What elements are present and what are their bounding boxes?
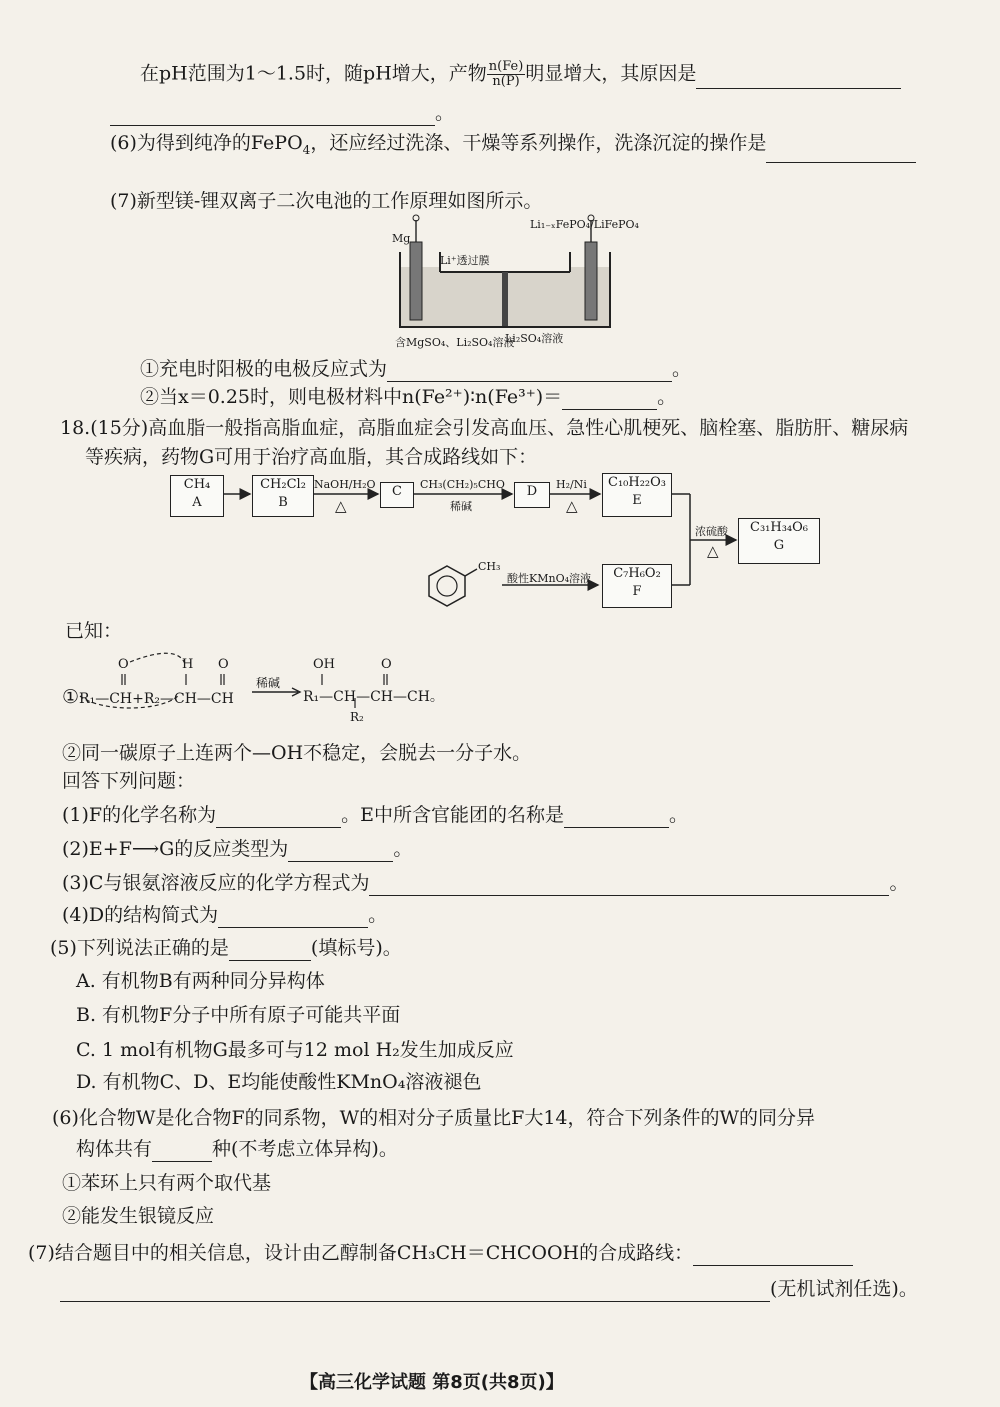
answer-blank[interactable] bbox=[229, 938, 311, 961]
answer-blank[interactable] bbox=[369, 873, 889, 896]
option-d[interactable]: D. 有机物C、D、E均能使酸性KMnO₄溶液褪色 bbox=[76, 1071, 482, 1093]
q6-line: (6)为得到纯净的FePO$_4$，还应经过洗涤、干燥等系列操作，洗涤沉淀的操作是 bbox=[110, 130, 916, 163]
membrane-label: Li⁺透过膜 bbox=[440, 254, 490, 267]
q18-intro2: 等疾病，药物G可用于治疗高血脂，其合成路线如下： bbox=[85, 446, 538, 468]
part-1: (1)F的化学名称为 。E中所含官能团的名称是 。 bbox=[62, 804, 688, 826]
condition-1: ①苯环上只有两个取代基 bbox=[62, 1172, 272, 1194]
dashed-arrow bbox=[130, 653, 185, 664]
part-6-line2: 构体共有 种(不考虑立体异构)。 bbox=[76, 1138, 398, 1160]
compound-b-box: CH₂Cl₂ B bbox=[252, 475, 314, 517]
reagent-h2-ni: H₂/Ni bbox=[556, 478, 587, 491]
part-7-line2: (无机试剂任选)。 bbox=[60, 1276, 918, 1302]
option-c[interactable]: C. 1 mol有机物G最多可与12 mol H₂发生加成反应 bbox=[76, 1039, 514, 1061]
part-3: (3)C与银氨溶液反应的化学方程式为 。 bbox=[62, 872, 909, 894]
reagent-aldehyde: CH₃(CH₂)₅CHO bbox=[420, 478, 505, 491]
oxygen-label: O bbox=[118, 657, 129, 672]
left-solution-label: 含MgSO₄、Li₂SO₄溶液 bbox=[395, 336, 515, 349]
compound-g-box: C₃₁H₃₄O₆ G bbox=[738, 518, 820, 564]
heat-symbol: △ bbox=[335, 497, 347, 515]
answer-blank[interactable] bbox=[152, 1139, 212, 1162]
q7-sub1: ①充电时阳极的电极反应式为 。 bbox=[140, 358, 692, 380]
toluene-methyl: CH₃ bbox=[478, 560, 501, 573]
answer-blank[interactable] bbox=[216, 805, 341, 828]
q5-line2: 。 bbox=[110, 100, 454, 126]
page-footer: 【高三化学试题 第8页(共8页)】 bbox=[300, 1372, 564, 1393]
oxygen-label: O bbox=[381, 657, 392, 672]
known-1-condition: 稀碱 bbox=[256, 676, 281, 690]
q5-line1: 在pH范围为1～1.5时，随pH增大，产物 $\frac{n(Fe)}{n(P)}$ 明显增大，其原因是 bbox=[140, 60, 901, 89]
compound-e-box: C₁₀H₂₂O₃ E bbox=[602, 473, 672, 517]
q7-sub2: ②当x＝0.25时，则电极材料中n(Fe²⁺)∶n(Fe³⁺)＝ 。 bbox=[140, 386, 677, 408]
hydroxyl-label: OH bbox=[313, 657, 335, 672]
methyl-bond bbox=[465, 569, 477, 576]
hydrogen-label: H bbox=[182, 657, 194, 672]
reagent-h2so4: 浓硫酸 bbox=[695, 525, 728, 538]
condition-2: ②能发生银镜反应 bbox=[62, 1205, 215, 1227]
answer-blank[interactable] bbox=[60, 1279, 770, 1302]
known-1-reactants: ①R₁—CH+R₂—CH—CH bbox=[62, 686, 234, 708]
known-label: 已知： bbox=[65, 620, 123, 642]
answer-blank[interactable] bbox=[693, 1243, 853, 1266]
compound-d-box: D bbox=[514, 482, 550, 508]
reagent-kmno4: 酸性KMnO₄溶液 bbox=[507, 572, 591, 585]
q7-line: (7)新型镁-锂双离子二次电池的工作原理如图所示。 bbox=[110, 190, 543, 212]
synthesis-scheme-arrows bbox=[0, 0, 1000, 640]
answer-blank[interactable] bbox=[564, 805, 669, 828]
reagent-dilute-base: 稀碱 bbox=[450, 500, 472, 513]
known-2: ②同一碳原子上连两个—OH不稳定，会脱去一分子水。 bbox=[62, 742, 532, 764]
known-1-product: R₁—CH—CH—CH。 bbox=[303, 689, 444, 705]
right-electrode-label: Li₁₋ₓFePO₄/LiFePO₄ bbox=[530, 218, 639, 231]
option-b[interactable]: B. 有机物F分子中所有原子可能共平面 bbox=[76, 1004, 401, 1026]
part-2: (2)E+F⟶G的反应类型为 。 bbox=[62, 838, 413, 860]
compound-c-box: C bbox=[380, 482, 414, 508]
fraction: $\frac{n(Fe)}{n(P)}$ bbox=[488, 59, 524, 89]
answer-blank[interactable] bbox=[288, 839, 393, 862]
benzene-ring bbox=[429, 566, 465, 606]
answer-blank[interactable] bbox=[218, 905, 368, 928]
heat-symbol: △ bbox=[566, 497, 578, 515]
part-6-line1: (6)化合物W是化合物F的同系物，W的相对分子质量比F大14，符合下列条件的W的同分异 bbox=[52, 1107, 816, 1129]
oxygen-label: O bbox=[218, 657, 229, 672]
mg-label: Mg bbox=[392, 232, 411, 245]
part-7-line1: (7)结合题目中的相关信息，设计由乙醇制备CH₃CH＝CHCOOH的合成路线： bbox=[28, 1240, 853, 1266]
compound-f-box: C₇H₆O₂ F bbox=[602, 564, 672, 608]
heat-symbol: △ bbox=[707, 542, 719, 560]
compound-a-box: CH₄ A bbox=[170, 475, 224, 517]
part-4: (4)D的结构简式为 。 bbox=[62, 904, 388, 926]
right-solution-label: Li₂SO₄溶液 bbox=[505, 332, 564, 345]
r2-label: R₂ bbox=[350, 710, 364, 724]
answer-intro: 回答下列问题： bbox=[62, 770, 196, 792]
option-a[interactable]: A. 有机物B有两种同分异构体 bbox=[76, 970, 325, 992]
part-5: (5)下列说法正确的是 (填标号)。 bbox=[50, 937, 402, 959]
benzene-aromatic-circle bbox=[437, 576, 457, 596]
reagent-naoh: NaOH/H₂O bbox=[314, 478, 376, 491]
q18-intro1: 18.(15分)高血脂一般指高脂血症，高脂血症会引发高血压、急性心肌梗死、脑栓塞、脂肪肝、糖尿病 bbox=[60, 417, 909, 439]
